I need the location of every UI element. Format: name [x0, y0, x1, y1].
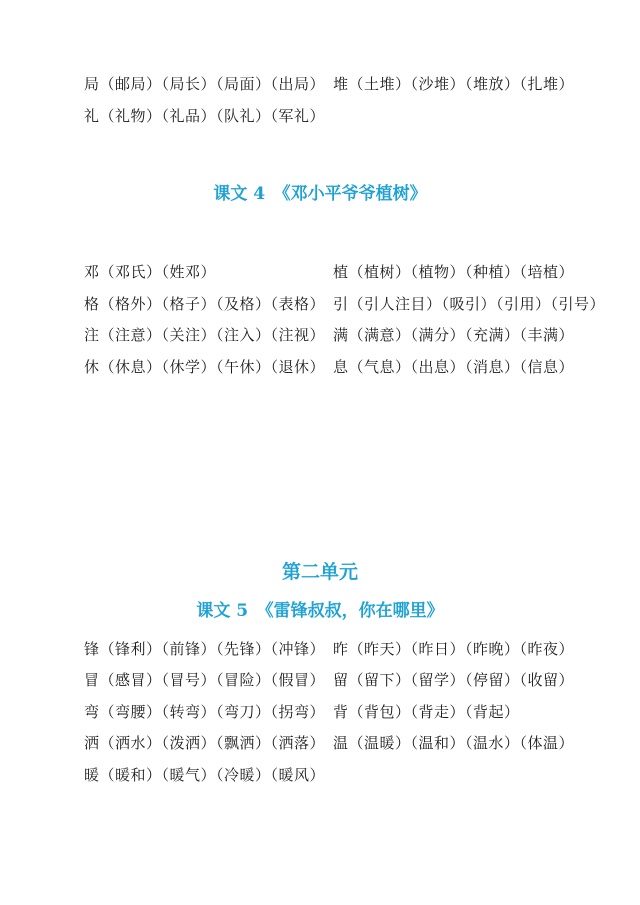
- word-line: 温（温暖）（温和）（温水）（体温）: [333, 734, 575, 752]
- word-line: 礼（礼物）（礼品）（队礼）（军礼）: [84, 107, 326, 125]
- word-line: 洒（洒水）（泼洒）（飘洒）（洒落）: [84, 734, 326, 752]
- word-line: 昨（昨天）（昨日）（昨晚）（昨夜）: [333, 640, 575, 658]
- word-line: 局（邮局）（局长）（局面）（出局）: [84, 75, 326, 93]
- word-line: 格（格外）（格子）（及格）（表格）: [84, 295, 326, 313]
- word-line: 引（引人注目）（吸引）（引用）（引号）: [333, 295, 606, 313]
- word-line: 弯（弯腰）（转弯）（弯刀）（拐弯）: [84, 703, 326, 721]
- word-line: 背（背包）（背走）（背起）: [333, 703, 520, 721]
- word-line: 注（注意）（关注）（注入）（注视）: [84, 326, 326, 344]
- word-line: 冒（感冒）（冒号）（冒险）（假冒）: [84, 671, 326, 689]
- word-line: 休（休息）（休学）（午休）（退休）: [84, 358, 326, 376]
- lesson-4-heading: 课文 4 《邓小平爷爷植树》: [213, 184, 427, 204]
- word-line: 息（气息）（出息）（消息）（信息）: [333, 358, 575, 376]
- unit-2-heading: 第二单元: [281, 561, 358, 583]
- word-line: 堆（土堆）（沙堆）（堆放）（扎堆）: [333, 75, 575, 93]
- lesson-5-heading: 课文 5 《雷锋叔叔，你在哪里》: [196, 601, 444, 621]
- word-line: 植（植树）（植物）（种植）（培植）: [333, 263, 575, 281]
- word-line: 满（满意）（满分）（充满）（丰满）: [333, 326, 575, 344]
- word-line: 暖（暖和）（暖气）（冷暖）（暖风）: [84, 766, 326, 784]
- word-line: 锋（锋利）（前锋）（先锋）（冲锋）: [84, 640, 326, 658]
- word-line: 邓（邓氏）（姓邓）: [84, 263, 217, 281]
- word-line: 留（留下）（留学）（停留）（收留）: [333, 671, 575, 689]
